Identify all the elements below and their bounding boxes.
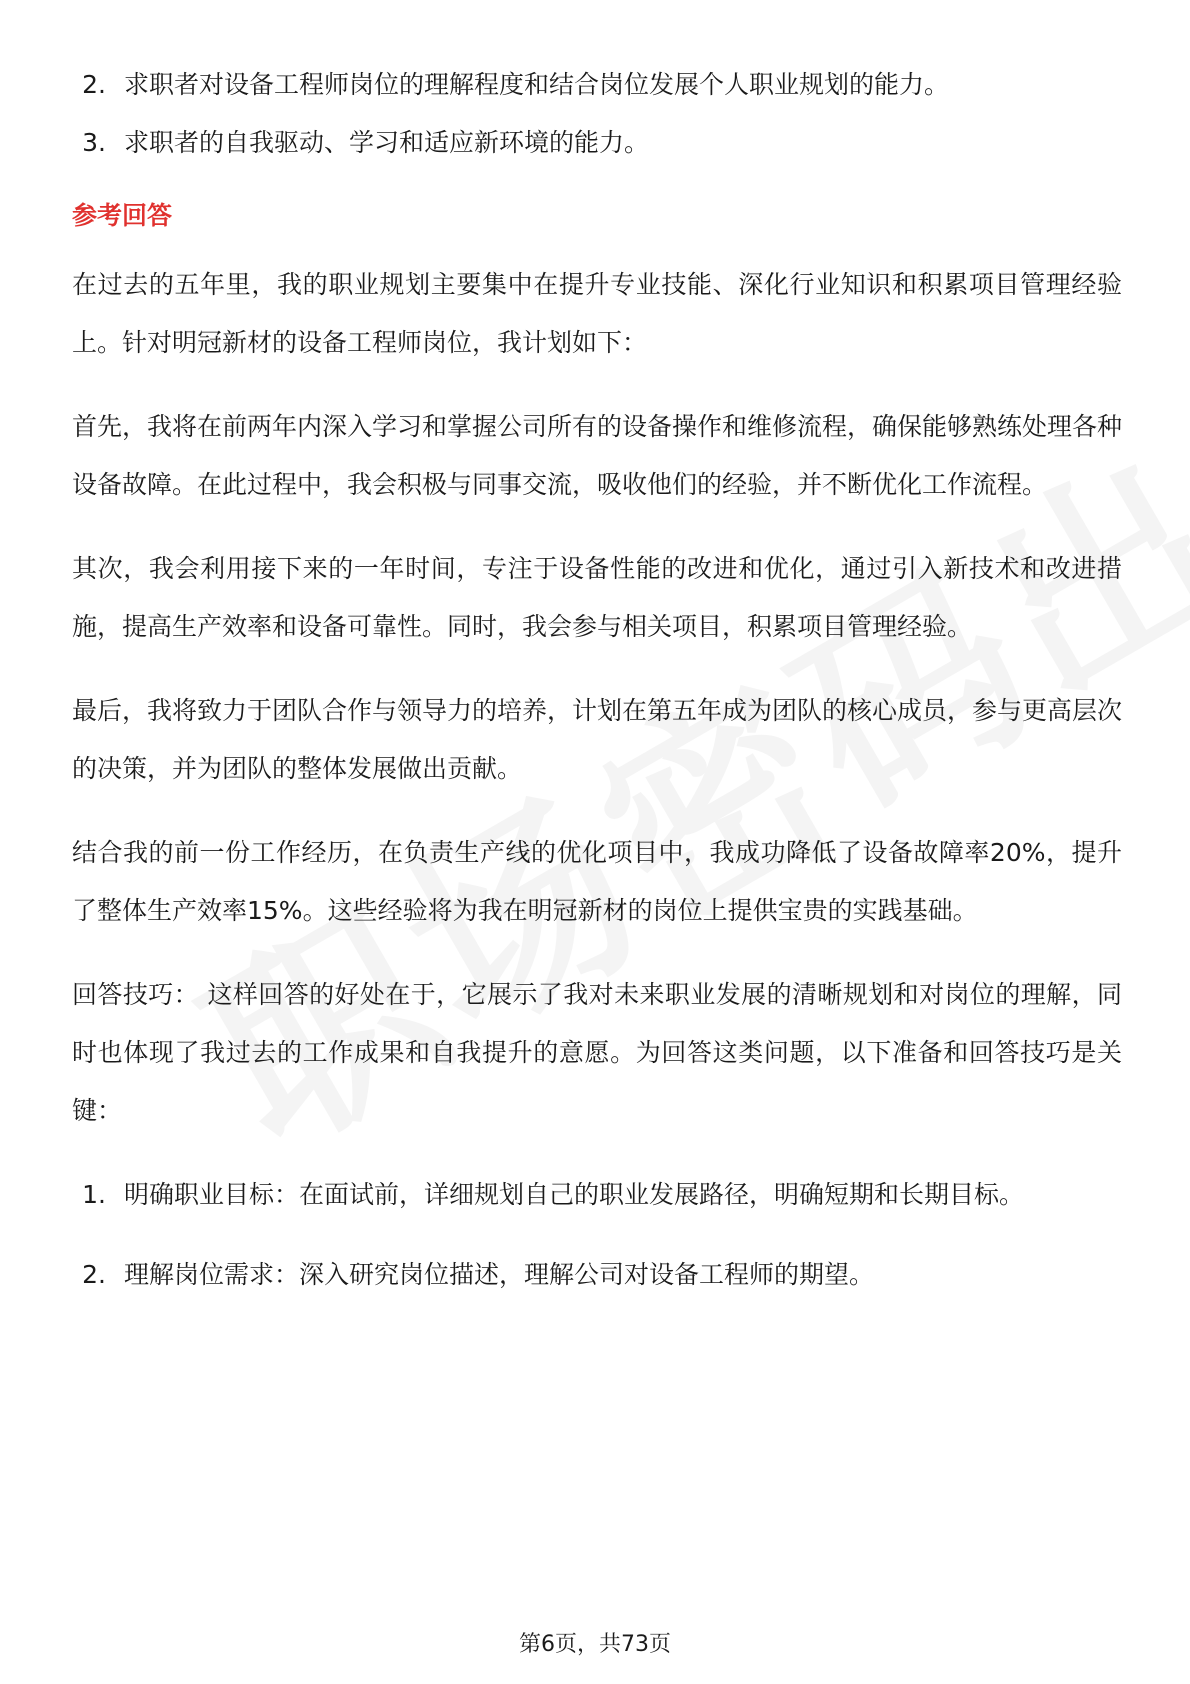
paragraph-experience: 结合我的前一份工作经历，在负责生产线的优化项目中，我成功降低了设备故障率20%，提升了整体生产效率15%。这些经验将为我在明冠新材的岗位上提供宝贵的实践基础。 <box>72 838 1122 925</box>
list-item <box>72 114 1122 172</box>
list-text: 求职者对设备工程师岗位的理解程度和结合岗位发展个人职业规划的能力。 <box>124 70 950 99</box>
list-item <box>72 1246 1122 1304</box>
list-number: 2. <box>82 70 106 99</box>
page-footer: 第6页，共73页 <box>519 1632 671 1657</box>
list-number: 3. <box>82 128 106 157</box>
list-number: 1. <box>82 1180 106 1209</box>
list-text: 理解岗位需求：深入研究岗位描述，理解公司对设备工程师的期望。 <box>124 1260 875 1289</box>
list-item <box>72 1166 1122 1224</box>
top-list <box>72 56 1122 172</box>
section-heading: 参考回答 <box>72 201 173 230</box>
paragraph-last: 最后，我将致力于团队合作与领导力的培养，计划在第五年成为团队的核心成员，参与更高层次的决策，并为团队的整体发展做出贡献。 <box>72 696 1123 783</box>
list-item <box>72 56 1122 114</box>
list-number: 2. <box>82 1260 106 1289</box>
paragraph-first: 首先，我将在前两年内深入学习和掌握公司所有的设备操作和维修流程，确保能够熟练处理各种设备故障。在此过程中，我会积极与同事交流，吸收他们的经验，并不断优化工作流程。 <box>72 412 1123 499</box>
list-text: 求职者的自我驱动、学习和适应新环境的能力。 <box>124 128 650 157</box>
page-content <box>72 56 1122 1326</box>
list-text: 明确职业目标：在面试前，详细规划自己的职业发展路径，明确短期和长期目标。 <box>124 1180 1025 1209</box>
paragraph-intro: 在过去的五年里，我的职业规划主要集中在提升专业技能、深化行业知识和积累项目管理经验上。针对明冠新材的设备工程师岗位，我计划如下： <box>72 270 1122 357</box>
paragraph-tips: 回答技巧： 这样回答的好处在于，它展示了我对未来职业发展的清晰规划和对岗位的理解，同时也体现了我过去的工作成果和自我提升的意愿。为回答这类问题，以下准备和回答技巧是关键： <box>72 980 1122 1125</box>
tips-list <box>72 1166 1122 1304</box>
paragraph-second: 其次，我会利用接下来的一年时间，专注于设备性能的改进和优化，通过引入新技术和改进措施，提高生产效率和设备可靠性。同时，我会参与相关项目，积累项目管理经验。 <box>72 554 1122 641</box>
